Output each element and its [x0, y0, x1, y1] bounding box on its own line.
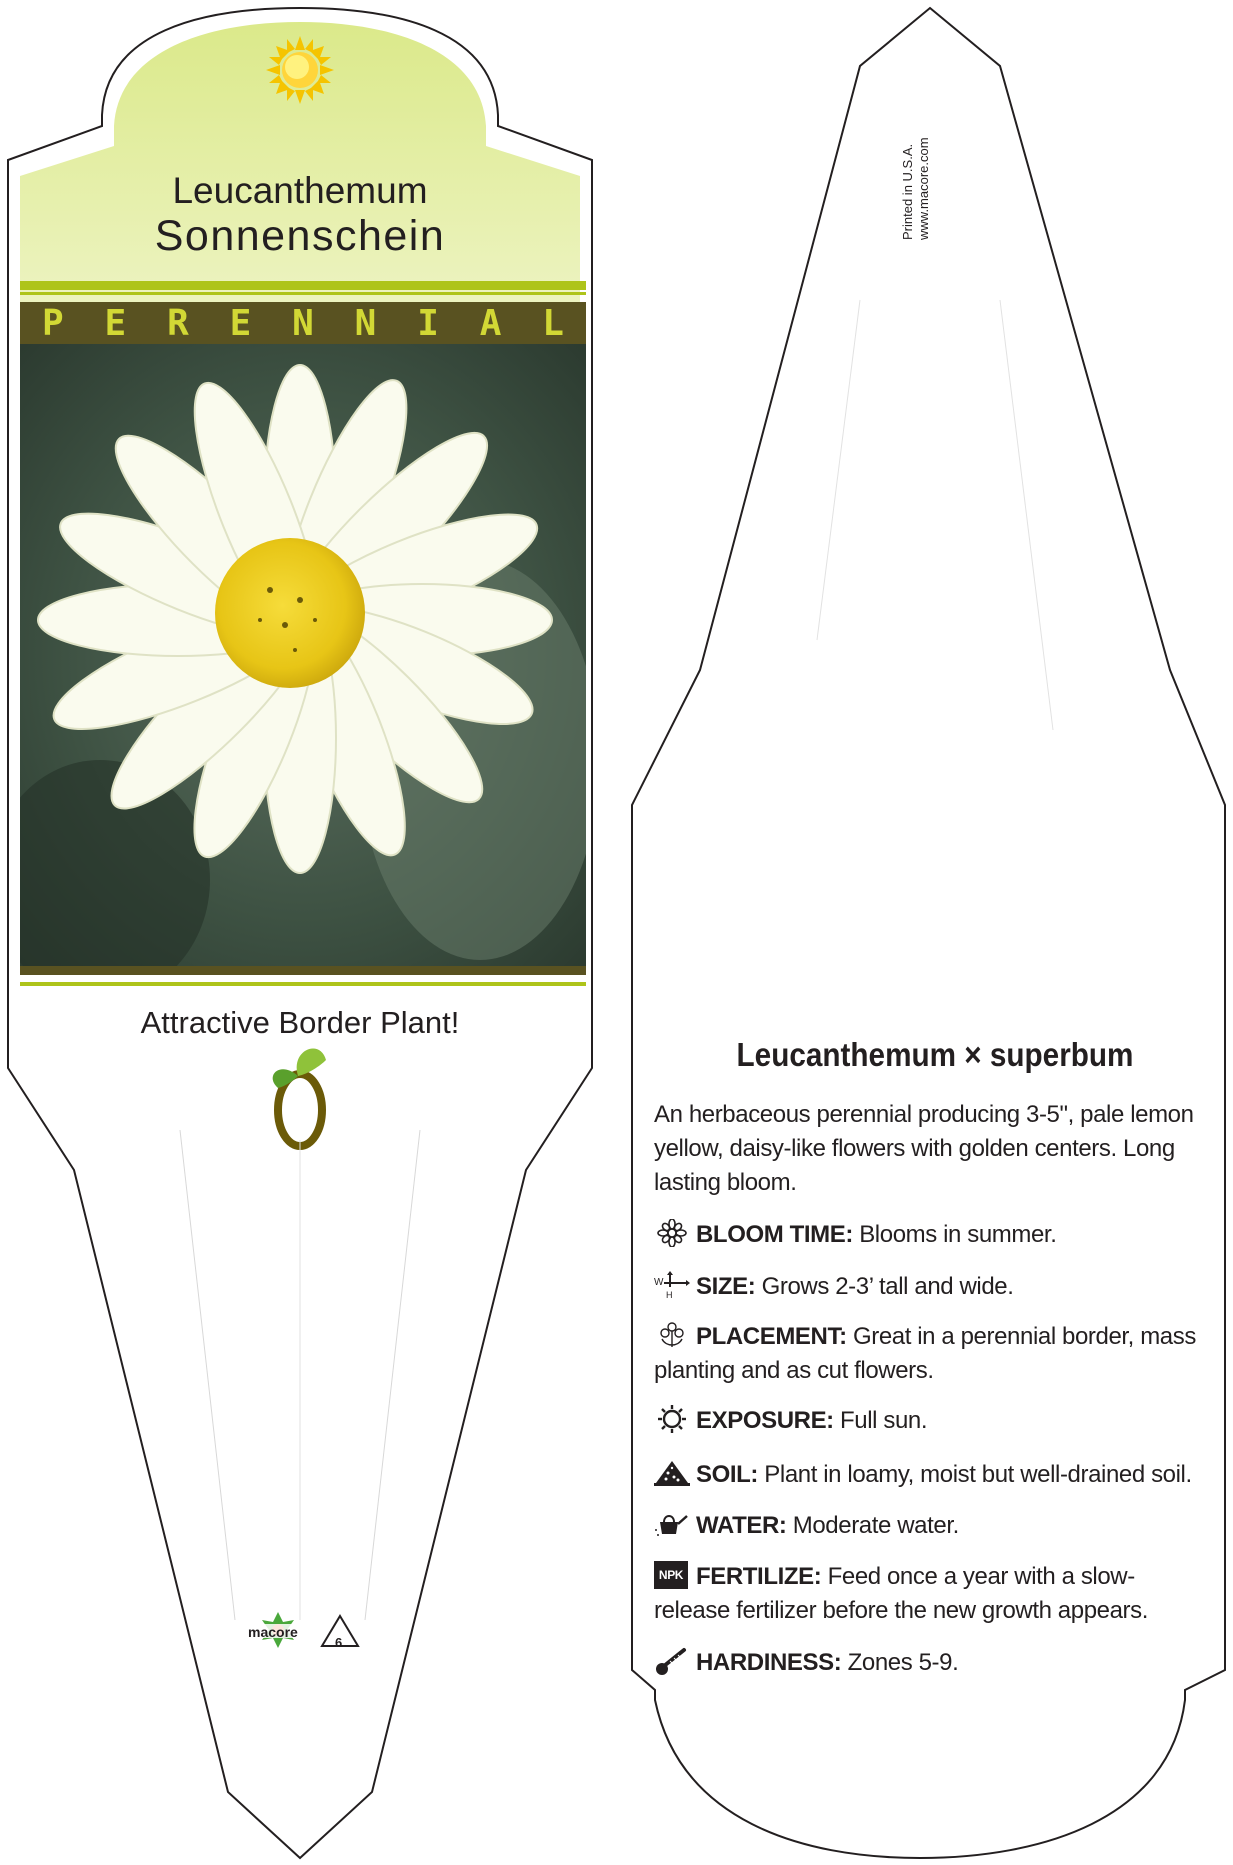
website: www.macore.com [916, 137, 931, 240]
care-text: Great in a perennial border, mass planting and as cut flowers. [654, 1323, 1196, 1384]
banner-letter: P [42, 302, 64, 344]
care-item-water [654, 1509, 1200, 1543]
cultivar-name: Sonnenschein [154, 212, 446, 260]
npk-icon [654, 1561, 690, 1589]
banner-letter: E [104, 302, 127, 344]
printed-info [900, 40, 932, 240]
care-label: BLOOM TIME: [696, 1221, 853, 1248]
banner-letter: A [479, 302, 502, 344]
care-text: Full sun. [840, 1407, 928, 1434]
recycle-number: 6 [335, 1635, 343, 1650]
care-label: WATER: [696, 1512, 787, 1539]
care-text: Grows 2-3’ tall and wide. [761, 1273, 1014, 1300]
printed-in: Printed in U.S.A. [900, 143, 915, 240]
care-text: Moderate water. [792, 1512, 959, 1539]
care-label: PLACEMENT: [696, 1323, 847, 1350]
tagline: Attractive Border Plant! [140, 1005, 460, 1040]
thermometer-icon [654, 1647, 690, 1675]
care-item-soil [654, 1458, 1200, 1492]
care-text: Plant in loamy, moist but well-drained soil. [764, 1461, 1192, 1488]
care-label: EXPOSURE: [696, 1407, 834, 1434]
placement-icon [654, 1321, 690, 1349]
care-item-fertilize [654, 1560, 1200, 1628]
genus-name: Leucanthemum [172, 170, 428, 211]
npk-label: NPK [654, 1561, 688, 1589]
banner-letter: N [354, 302, 377, 344]
care-item-size [654, 1270, 1200, 1304]
category-banner [20, 302, 586, 344]
sun-outline-icon [654, 1405, 690, 1433]
banner-letter: I [417, 302, 439, 344]
banner-letter: R [167, 302, 189, 344]
care-text: Feed once a year with a slow-release fertilizer before the new growth appears. [654, 1563, 1149, 1624]
care-label: FERTILIZE: [696, 1563, 822, 1590]
care-label: HARDINESS: [696, 1649, 842, 1676]
care-item-exposure [654, 1404, 1200, 1438]
flower-photo [0, 344, 600, 1000]
species-name: Leucanthemum × superbum [736, 1036, 1134, 1073]
care-label: SIZE: [696, 1273, 756, 1300]
svg-text:W: W [654, 1277, 664, 1288]
care-text: Blooms in summer. [859, 1221, 1057, 1248]
care-item-bloom [654, 1218, 1200, 1252]
banner-letter: L [542, 302, 564, 344]
care-item-placement [654, 1320, 1200, 1388]
soil-icon [654, 1459, 690, 1487]
watering-can-icon [654, 1510, 690, 1538]
macore-logo-text: macore [248, 1624, 298, 1640]
care-item-hardiness [654, 1646, 1200, 1680]
flower-icon [654, 1219, 690, 1247]
sun-icon [266, 36, 334, 104]
banner-letter: N [292, 302, 314, 344]
care-text: Zones 5-9. [847, 1649, 959, 1676]
size-wh-icon [654, 1271, 690, 1299]
svg-text:H: H [666, 1290, 673, 1299]
description: An herbaceous perennial producing 3-5", pale lemon yellow, daisy-like flowers with golden centers. Long lasting bloom. [654, 1101, 1194, 1196]
care-label: SOIL: [696, 1461, 758, 1488]
banner-letter: E [229, 302, 252, 344]
